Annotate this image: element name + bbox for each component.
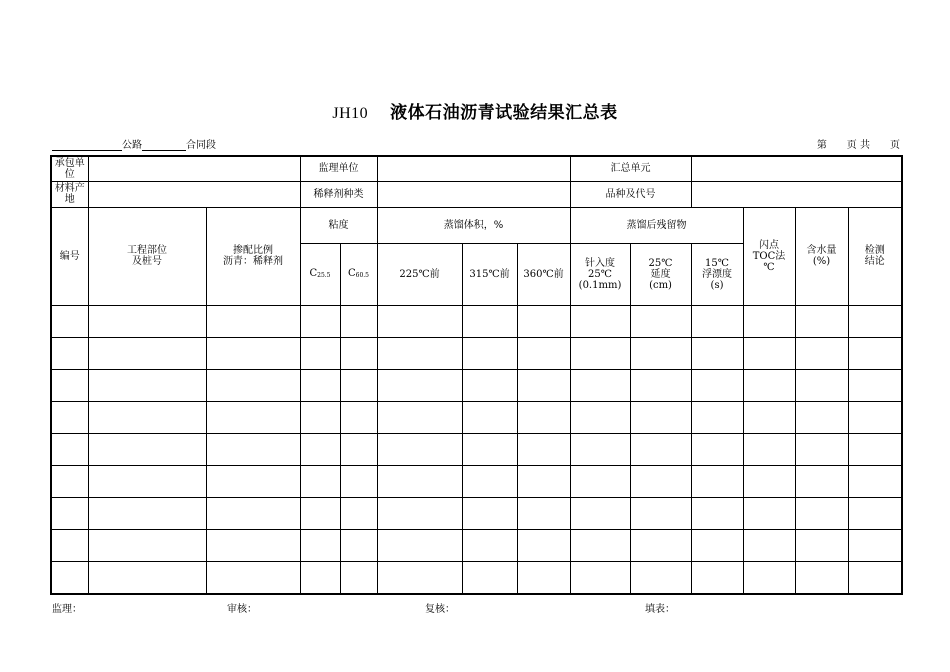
table-cell[interactable]	[51, 337, 88, 369]
data-rows	[51, 305, 902, 594]
table-cell[interactable]	[743, 562, 795, 594]
diluent-type-label: 稀释剂种类	[300, 181, 377, 207]
variety-code-label: 品种及代号	[570, 181, 691, 207]
table-row	[51, 498, 902, 530]
table-cell[interactable]	[570, 337, 630, 369]
table-cell[interactable]	[743, 369, 795, 401]
table-cell[interactable]	[795, 369, 848, 401]
table-cell[interactable]	[88, 337, 206, 369]
table-cell[interactable]	[743, 337, 795, 369]
table-cell[interactable]	[848, 498, 902, 530]
table-cell[interactable]	[517, 466, 570, 498]
page-info: 第 页 共 页	[816, 140, 900, 151]
diluent-type-value[interactable]	[377, 181, 570, 207]
table-cell[interactable]	[300, 466, 340, 498]
table-cell[interactable]	[630, 562, 691, 594]
table-cell[interactable]	[377, 466, 462, 498]
supervisor-value[interactable]	[377, 156, 570, 181]
table-cell[interactable]	[630, 337, 691, 369]
header-viscosity: 粘度	[300, 207, 377, 243]
table-cell[interactable]	[51, 434, 88, 466]
table-cell[interactable]	[517, 562, 570, 594]
supervisor-sign-label: 监理：	[52, 604, 82, 615]
table-cell[interactable]	[300, 337, 340, 369]
header-d360: 360℃前	[517, 243, 570, 305]
table-cell[interactable]	[340, 466, 377, 498]
table-cell[interactable]	[462, 498, 517, 530]
table-cell[interactable]	[691, 466, 743, 498]
table-cell[interactable]	[743, 434, 795, 466]
filler-sign-label: 填表：	[645, 604, 675, 615]
table-cell[interactable]	[300, 402, 340, 434]
results-table	[50, 155, 903, 595]
table-cell[interactable]	[377, 337, 462, 369]
table-cell[interactable]	[462, 530, 517, 562]
table-cell[interactable]	[570, 369, 630, 401]
contractor-label: 承包单位	[51, 156, 88, 181]
table-cell[interactable]	[795, 434, 848, 466]
table-cell[interactable]	[340, 530, 377, 562]
table-cell[interactable]	[743, 498, 795, 530]
table-cell[interactable]	[300, 434, 340, 466]
table-cell[interactable]	[377, 498, 462, 530]
table-cell[interactable]	[462, 337, 517, 369]
table-cell[interactable]	[743, 402, 795, 434]
table-cell[interactable]	[340, 562, 377, 594]
table-cell[interactable]	[51, 369, 88, 401]
table-cell[interactable]	[377, 530, 462, 562]
table-cell[interactable]	[795, 337, 848, 369]
table-cell[interactable]	[300, 305, 340, 337]
header-residue: 蒸馏后残留物	[570, 207, 743, 243]
table-cell[interactable]	[795, 305, 848, 337]
header-float-test: 15℃ 浮漂度 (s)	[691, 243, 743, 305]
table-cell[interactable]	[743, 305, 795, 337]
header-d225: 225℃前	[377, 243, 462, 305]
table-cell[interactable]	[517, 434, 570, 466]
header-visc-c25: C25.5	[300, 243, 340, 305]
section-label: 合同段	[186, 140, 216, 151]
table-cell[interactable]	[743, 530, 795, 562]
table-cell[interactable]	[88, 466, 206, 498]
table-cell[interactable]	[340, 337, 377, 369]
table-cell[interactable]	[300, 498, 340, 530]
table-cell[interactable]	[630, 402, 691, 434]
table-cell[interactable]	[848, 434, 902, 466]
table-cell[interactable]	[462, 402, 517, 434]
variety-code-value[interactable]	[691, 181, 902, 207]
header-number: 编号	[51, 207, 88, 305]
table-cell[interactable]	[570, 466, 630, 498]
table-cell[interactable]	[691, 337, 743, 369]
header-penetration: 针入度 25℃ (0.1mm)	[570, 243, 630, 305]
table-cell[interactable]	[51, 498, 88, 530]
table-cell[interactable]	[206, 369, 300, 401]
summary-unit-value[interactable]	[691, 156, 902, 181]
table-cell[interactable]	[517, 337, 570, 369]
table-cell[interactable]	[206, 530, 300, 562]
table-cell[interactable]	[340, 402, 377, 434]
table-cell[interactable]	[570, 498, 630, 530]
table-cell[interactable]	[630, 369, 691, 401]
table-cell[interactable]	[300, 562, 340, 594]
table-cell[interactable]	[51, 402, 88, 434]
road-section-line	[52, 136, 216, 151]
header-d315: 315℃前	[462, 243, 517, 305]
table-cell[interactable]	[51, 466, 88, 498]
checker-sign-label: 复核：	[425, 604, 455, 615]
header-distill-volume: 蒸馏体积，%	[377, 207, 570, 243]
table-cell[interactable]	[848, 305, 902, 337]
table-cell[interactable]	[206, 498, 300, 530]
table-cell[interactable]	[848, 337, 902, 369]
page-title	[0, 98, 950, 123]
table-row	[51, 305, 902, 337]
table-cell[interactable]	[570, 562, 630, 594]
table-cell[interactable]	[462, 466, 517, 498]
table-row	[51, 434, 902, 466]
table-cell[interactable]	[88, 402, 206, 434]
table-cell[interactable]	[300, 530, 340, 562]
table-cell[interactable]	[340, 369, 377, 401]
table-cell[interactable]	[377, 305, 462, 337]
header-row-1	[51, 207, 902, 243]
table-cell[interactable]	[630, 305, 691, 337]
table-row	[51, 369, 902, 401]
table-cell[interactable]	[517, 498, 570, 530]
header-location: 工程部位 及桩号	[88, 207, 206, 305]
table-cell[interactable]	[570, 530, 630, 562]
info-row-1	[51, 156, 902, 181]
table-cell[interactable]	[88, 305, 206, 337]
table-cell[interactable]	[206, 305, 300, 337]
table-cell[interactable]	[570, 305, 630, 337]
table-cell[interactable]	[462, 562, 517, 594]
table-row	[51, 530, 902, 562]
table-row	[51, 562, 902, 594]
table-cell[interactable]	[340, 305, 377, 337]
table-cell[interactable]	[206, 337, 300, 369]
table-cell[interactable]	[795, 466, 848, 498]
table-cell[interactable]	[462, 369, 517, 401]
table-cell[interactable]	[795, 530, 848, 562]
road-name-blank[interactable]	[52, 140, 122, 151]
table-cell[interactable]	[206, 434, 300, 466]
table-cell[interactable]	[462, 305, 517, 337]
table-cell[interactable]	[691, 434, 743, 466]
table-cell[interactable]	[517, 305, 570, 337]
origin-label: 材料产地	[51, 181, 88, 207]
table-cell[interactable]	[340, 498, 377, 530]
table-row	[51, 466, 902, 498]
section-blank[interactable]	[142, 140, 186, 151]
table-cell[interactable]	[206, 562, 300, 594]
signature-footer	[52, 600, 900, 614]
table-cell[interactable]	[377, 369, 462, 401]
table-cell[interactable]	[691, 498, 743, 530]
header-visc-c60: C60.5	[340, 243, 377, 305]
table-cell[interactable]	[51, 305, 88, 337]
header-water-content: 含水量 (%)	[795, 207, 848, 305]
supervisor-label: 监理单位	[300, 156, 377, 181]
table-cell[interactable]	[300, 369, 340, 401]
form-title: 液体石油沥青试验结果汇总表	[390, 103, 618, 123]
table-cell[interactable]	[848, 369, 902, 401]
table-row	[51, 337, 902, 369]
origin-value[interactable]	[88, 181, 300, 207]
table-cell[interactable]	[795, 562, 848, 594]
table-cell[interactable]	[517, 402, 570, 434]
table-cell[interactable]	[88, 498, 206, 530]
table-cell[interactable]	[517, 530, 570, 562]
table-cell[interactable]	[51, 530, 88, 562]
table-cell[interactable]	[630, 434, 691, 466]
table-cell[interactable]	[848, 402, 902, 434]
table-cell[interactable]	[848, 466, 902, 498]
table-cell[interactable]	[691, 562, 743, 594]
table-cell[interactable]	[51, 562, 88, 594]
table-cell[interactable]	[691, 402, 743, 434]
table-cell[interactable]	[630, 498, 691, 530]
table-cell[interactable]	[377, 402, 462, 434]
table-cell[interactable]	[88, 530, 206, 562]
table-cell[interactable]	[377, 562, 462, 594]
table-cell[interactable]	[206, 466, 300, 498]
road-label: 公路	[122, 140, 142, 151]
table-cell[interactable]	[848, 530, 902, 562]
header-conclusion: 检测 结论	[848, 207, 902, 305]
table-cell[interactable]	[848, 562, 902, 594]
table-cell[interactable]	[630, 466, 691, 498]
table-cell[interactable]	[630, 530, 691, 562]
contractor-value[interactable]	[88, 156, 300, 181]
table-cell[interactable]	[795, 498, 848, 530]
table-cell[interactable]	[795, 402, 848, 434]
table-cell[interactable]	[691, 369, 743, 401]
table-cell[interactable]	[206, 402, 300, 434]
header-ratio: 掺配比例 沥青：稀释剂	[206, 207, 300, 305]
info-row-2	[51, 181, 902, 207]
table-cell[interactable]	[570, 434, 630, 466]
table-cell[interactable]	[88, 434, 206, 466]
table-row	[51, 402, 902, 434]
table-cell[interactable]	[340, 434, 377, 466]
header-flash-point: 闪点 TOC法 ℃	[743, 207, 795, 305]
table-cell[interactable]	[517, 369, 570, 401]
table-cell[interactable]	[377, 434, 462, 466]
table-cell[interactable]	[88, 562, 206, 594]
table-cell[interactable]	[691, 305, 743, 337]
reviewer-sign-label: 审核：	[227, 604, 257, 615]
table-cell[interactable]	[743, 466, 795, 498]
table-cell[interactable]	[88, 369, 206, 401]
table-cell[interactable]	[570, 402, 630, 434]
header-ductility: 25℃ 延度 (cm)	[630, 243, 691, 305]
summary-unit-label: 汇总单元	[570, 156, 691, 181]
form-code: JH10	[332, 105, 369, 122]
table-cell[interactable]	[691, 530, 743, 562]
table-cell[interactable]	[462, 434, 517, 466]
